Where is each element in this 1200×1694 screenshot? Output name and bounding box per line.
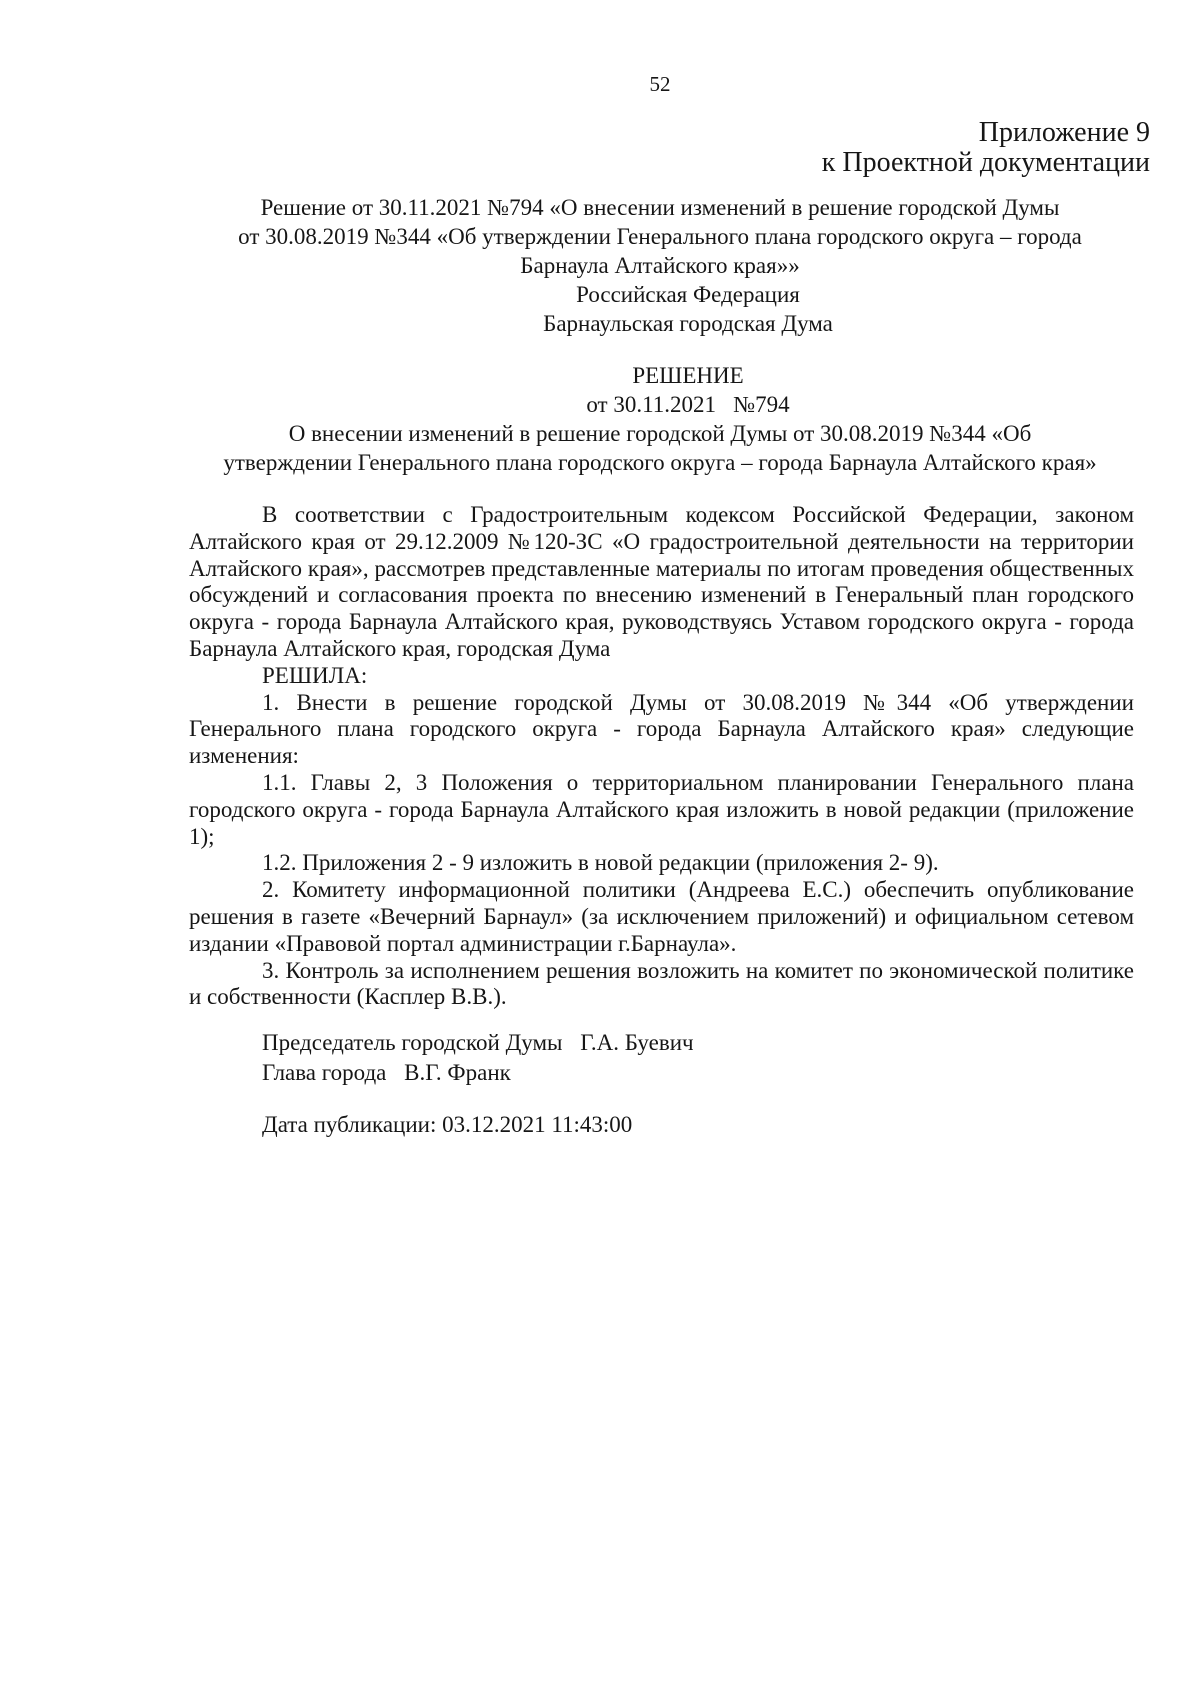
appendix-line-2: к Проектной документации: [821, 147, 1150, 178]
heading-line-1: Решение от 30.11.2021 №794 «О внесении изменений в решение городской Думы: [260, 195, 1060, 220]
decision-title: РЕШЕНИЕ: [632, 363, 744, 388]
chair-signature: [262, 1028, 694, 1058]
appendix-label: [822, 118, 1150, 178]
item-1-1-paragraph: 1.1. Главы 2, 3 Положения о территориальном планировании Генерального плана городского округа - города Барнаула Алтайского края изложить в новой редакции (приложение 1);: [189, 769, 1134, 849]
item-1-2-paragraph: 1.2. Приложения 2 - 9 изложить в новой редакции (приложения 2- 9).: [262, 850, 939, 876]
chair-title: Председатель городской Думы: [262, 1030, 563, 1055]
page-number: 52: [649, 72, 671, 96]
item-2-paragraph: 2. Комитету информационной политики (Андреева Е.С.) обеспечить опубликование решения в газете «Вечерний Барнаул» (за исключением приложений) и официальном сетевом издании «Правовой портал администрации г.Барнаула».: [189, 877, 1134, 956]
mayor-name: В.Г. Франк: [404, 1060, 511, 1085]
federation-label: Российская Федерация: [576, 282, 800, 307]
publication-date: Дата публикации: 03.12.2021 11:43:00: [262, 1112, 633, 1137]
preamble-paragraph: В соответствии с Градостроительным кодексом Российской Федерации, законом Алтайского края от 29.12.2009 №120-ЗС «О градостроительной деятельности на территории Алтайского края», рассмотрев представленные материалы по итогам проведения общественных обсуждений и согласования проекта по внесению изменений в Генеральный план городского округа - города Барнаула Алтайского края, руководствуясь Уставом городского округа - города Барнаула Алтайского края, городская Дума: [189, 502, 1134, 661]
resolved-label: РЕШИЛА:: [262, 662, 368, 688]
decision-subject-line-1: О внесении изменений в решение городской Думы от 30.08.2019 №344 «Об: [288, 421, 1032, 446]
decision-header: [180, 361, 1140, 477]
item-1-paragraph: 1. Внести в решение городской Думы от 30.08.2019 №344 «Об утверждении Генерального плана городского округа - города Барнаула Алтайского края» следующие изменения:: [189, 689, 1134, 769]
appendix-line-1: Приложение 9: [978, 117, 1150, 148]
item-3-paragraph: 3. Контроль за исполнением решения возложить на комитет по экономической политике и собственности (Касплер В.В.).: [189, 957, 1134, 1010]
signatures-block: [262, 1028, 694, 1088]
document-heading: [180, 193, 1140, 338]
duma-label: Барнаульская городская Дума: [543, 311, 833, 336]
decision-date-number: от 30.11.2021 №794: [586, 392, 790, 417]
mayor-title: Глава города: [262, 1060, 387, 1085]
decision-body: [189, 502, 1134, 1011]
heading-line-3: Барнаула Алтайского края»»: [520, 253, 800, 278]
decision-subject-line-2: утверждении Генерального плана городского округа – города Барнаула Алтайского края»: [223, 450, 1097, 475]
heading-line-2: от 30.08.2019 №344 «Об утверждении Генерального плана городского округа – города: [238, 224, 1082, 249]
mayor-signature: [262, 1058, 694, 1088]
chair-name: Г.А. Буевич: [580, 1030, 694, 1055]
